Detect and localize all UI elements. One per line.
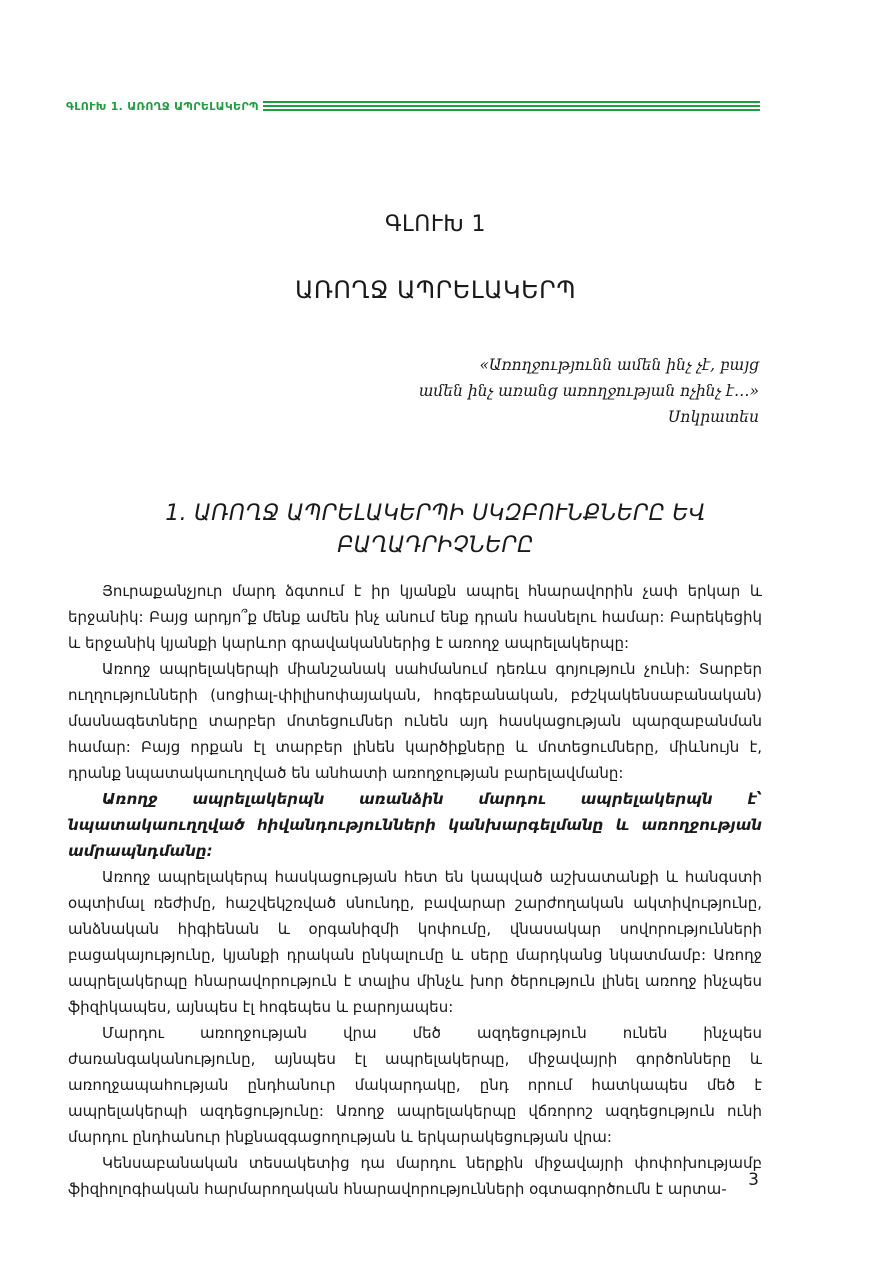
section-heading-line: ԲԱՂԱԴՐԻՉՆԵՐԸ [337,533,534,558]
epigraph-author: Սոկրատես [668,408,759,426]
epigraph-line: «Առողջությունն ամեն ինչ չէ, բայց [479,356,759,374]
section-heading-line: 1. ԱՌՈՂՋ ԱՊՐԵԼԱԿԵՐՊԻ ՍԿԶԲՈՒՆՔՆԵՐԸ ԵՎ [165,501,706,526]
page-number: 3 [748,1170,759,1190]
chapter-label: ԳԼՈՒԽ 1 [384,212,486,237]
running-title: ԳԼՈՒԽ 1. ԱՌՈՂՋ ԱՊՐԵԼԱԿԵՐՊ [66,99,259,113]
section-heading [0,498,871,562]
epigraph-line: ամեն ինչ առանց առողջության ոչինչ է…» [418,382,759,400]
paragraph: Առողջ ապրելակերպ հասկացության հետ են կապված աշխատանքի և հանգստի օպտիմալ ռեժիմը, հաշվեկշռված սնունդը, բավարար շարժողական ակտիվությունը, անձնական հիգիենան և օրգանիզմի կոփումը, վնասակար սովորությունների բացակայությունը, կյանքի դրական ընկալումը և սերը մարդկանց նկատմամբ: Առողջ ապրելակերպը հնարավորություն է տալիս մինչև խոր ծերություն լինել առողջ ինչպես ֆիզիկապես, այնպես էլ հոգեպես և բարոյապես: [68,868,762,1016]
epigraph [239,352,759,430]
header-rule [263,101,760,111]
paragraph: Մարդու առողջության վրա մեծ ազդեցություն ունեն ինչպես ժառանգականությունը, այնպես էլ ապրելակերպը, միջավայրի գործոնները և առողջապահության ընդհանուր մակարդակը, ընդ որում հատկապես մեծ է ապրելակերպի ազդեցությունը: Առողջ ապրելակերպը վճռորոշ ազդեցություն ունի մարդու ընդհանուր ինքնազգացողության և երկարակեցության վրա: [68,1024,762,1146]
chapter-title: ԱՌՈՂՋ ԱՊՐԵԼԱԿԵՐՊ [294,276,577,304]
definition-paragraph: Առողջ ապրելակերպն առանձին մարդու ապրելակերպն է՝ նպատակաուղղված հիվանդությունների կանխարգելմանը և առողջության ամրապնդմանը: [68,790,762,860]
body-text [68,578,762,1202]
paragraph: Առողջ ապրելակերպի միանշանակ սահմանում դեռևս գոյություն չունի: Տարբեր ուղղությունների (սոցիալ-փիլիսոփայական, հոգեբանական, բժշկակենսաբանական) մասնագետները տարբեր մոտեցումներ ունեն այդ հասկացության պարզաբանման համար: Բայց որքան էլ տարբեր լինեն կարծիքները և մոտեցումները, միևնույն է, դրանք նպատակաուղղված են անհատի առողջության բարելավմանը: [68,660,762,782]
paragraph: Յուրաքանչյուր մարդ ձգտում է իր կյանքն ապրել հնարավորին չափ երկար և երջանիկ: Բայց արդյո՞ք մենք ամեն ինչ անում ենք դրան հասնելու համար: Բարեկեցիկ և երջանիկ կյանքի կարևոր գրավականներից է առողջ ապրելակերպը: [68,582,762,652]
paragraph: Կենսաբանական տեսակետից դա մարդու ներքին միջավայրի փոփոխությամբ ֆիզիոլոգիական հարմարողական հնարավորությունների օգտագործումն է արտա- [68,1154,762,1198]
running-header [66,96,760,116]
